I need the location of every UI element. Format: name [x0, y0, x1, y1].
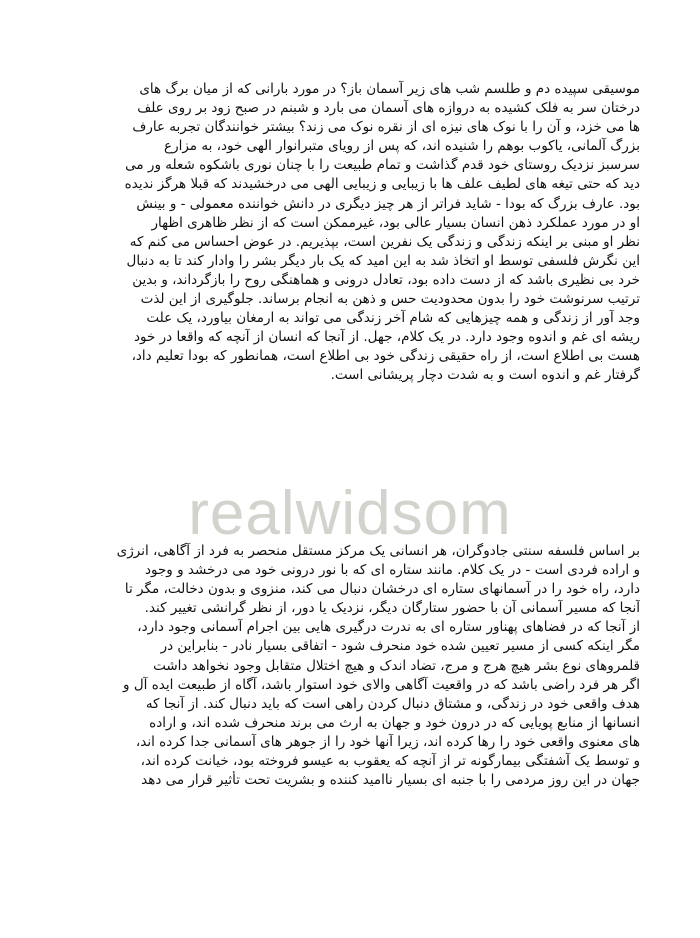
paragraph-line: نظر او مبنی بر اینکه زندگی و زندگی یک نفرین است، بپذیریم. در عوض احساس می کنم که	[129, 233, 640, 250]
paragraph-line: مگر اینکه کسی از مسیر تعیین شده خود منحرف شود - اتفاقی بسیار نادر - بنابراین در	[160, 638, 640, 655]
watermark-text: realwidsom	[188, 479, 512, 548]
paragraph-line: بر اساس فلسفه سنتی جادوگران، هر انسانی یک مرکز مستقل منحصر به فرد از آگاهی، انرژی	[116, 543, 640, 559]
body-paragraph-2	[60, 542, 640, 790]
paragraph-line: قلمروهای نوع بشر هیچ هرج و مرج، تضاد اندک و هیچ اختلال متقابل وجود نخواهد داشت	[153, 657, 640, 674]
paragraph-line: درختان سر به فلک کشیده به دروازه های آسمان می بارد و شبنم در صبح زود بر روی علف	[137, 100, 640, 117]
paragraph-line: اگر هر فرد راضی باشد که در واقعیت آگاهی والای خود استوار باشد، آگاه از طبیعت ایده آل و	[123, 676, 640, 693]
paragraph-line: ها می خزد، و آن را با نوک های نیزه ای از نقره نوک می زند؟ بیشتر خوانندگان تجربه عارف	[132, 119, 640, 136]
paragraph-line: بزرگ آلمانی، یاکوب بوهم را شنیده اند، که پس از رویای متبرانوار الهی خود، به مزارع	[164, 138, 640, 155]
paragraph-line: او در مورد عملکرد ذهن انسان بسیار عالی بود، غیرممکن است که از نظر ظاهری اظهار	[151, 214, 640, 231]
paragraph-line: دارد، راه خود را در آسمانهای ستاره ای درخشان دنبال می کند، منزوی و بدون دخالت، مگر تا	[124, 581, 640, 598]
body-paragraph-1	[60, 80, 640, 386]
paragraph-line: وجد آور از زندگی و همه چیزهایی که شام آخر زندگی می تواند به ارمغان بیاورد، یک علت	[146, 310, 640, 327]
paragraph-line: انسانها از منابع پویایی که در درون خود و جهان به ارث می برند منحرف شده اند، و اراده	[149, 714, 640, 731]
paragraph-line: موسیقی سپیده دم و طلسم شب های زیر آسمان باز؟ در مورد بارانی که از میان برگ های	[139, 81, 640, 97]
paragraph-line: هدف واقعی خود در زندگی، و مشتاق دنبال کردن راهی است که باید دنبال کند. از آنجا که	[145, 695, 640, 712]
paragraph-line: ریشه ای غم و اندوه وجود دارد. در یک کلام، جهل. از آنجا که انسان از آنچه که واقعا در خود	[134, 329, 640, 346]
paragraph-line: گرفتار غم و اندوه است و به شدت دچار پریشانی است.	[330, 367, 640, 384]
paragraph-line: آنجا که مسیر آسمانی آن با حضور ستارگان دیگر، نزدیک یا دور، از نظر گرانشی تغییر کند.	[144, 600, 640, 617]
paragraph-line: از آنجا که در فضاهای پهناور ستاره ای به ندرت درگیری هایی بین اجرام آسمانی وجود دارد،	[137, 619, 640, 636]
paragraph-line: خرد بی نظیری باشد که از دست داده بود، تعادل درونی و هماهنگی روح را بازگرداند، و بدین	[132, 271, 640, 288]
paragraph-line: دید که حتی تیغه های لطیف علف ها با زیبایی و زیبایی الهی می درخشیدند که قبلا هرگز ندیده	[124, 176, 640, 193]
paragraph-line: بود. عارف بزرگ که بودا - شاید فراتر از هر چیز دیگری در دانش خواننده معمولی - و بینش	[136, 195, 640, 212]
paragraph-line: سرسبز نزدیک روستای خود قدم گذاشت و تمام طبیعت را با چنان نوری باشکوه شعله ور می	[125, 157, 640, 174]
paragraph-line: های معنوی واقعی خود را رها کرده اند، زیرا آنها خود را از جوهر های آسمانی جدا کرده اند،	[135, 733, 640, 750]
paragraph-line: و اراده فردی است - در یک کلام. مانند ستاره ای که با نور درونی خود می درخشد و وجود	[144, 562, 640, 579]
paragraph-line: و توسط یک آشفتگی بیمارگونه تر از آنچه که یعقوب به عیسو فروخته بود، خیانت کرده اند،	[140, 753, 640, 770]
paragraph-line: این نگرش فلسفی توسط او اتخاذ شد به این امید که یک بار دیگر بشر را وادار کند تا به دنبال	[126, 252, 640, 269]
paragraph-line: ترتیب سرنوشت خود را بدون محدودیت حس و ذهن به انجام برساند. جلوگیری از این لذت	[140, 291, 640, 308]
paragraph-line: جهان در این روز مردمی را با جنبه ای بسیار ناامید کننده و بشریت تحت تأثیر قرار می دهد	[141, 772, 640, 789]
paragraph-line: هست بی اطلاع است، از راه حقیقی زندگی خود بی اطلاع است، همانطور که بودا تعلیم داد،	[131, 348, 640, 365]
